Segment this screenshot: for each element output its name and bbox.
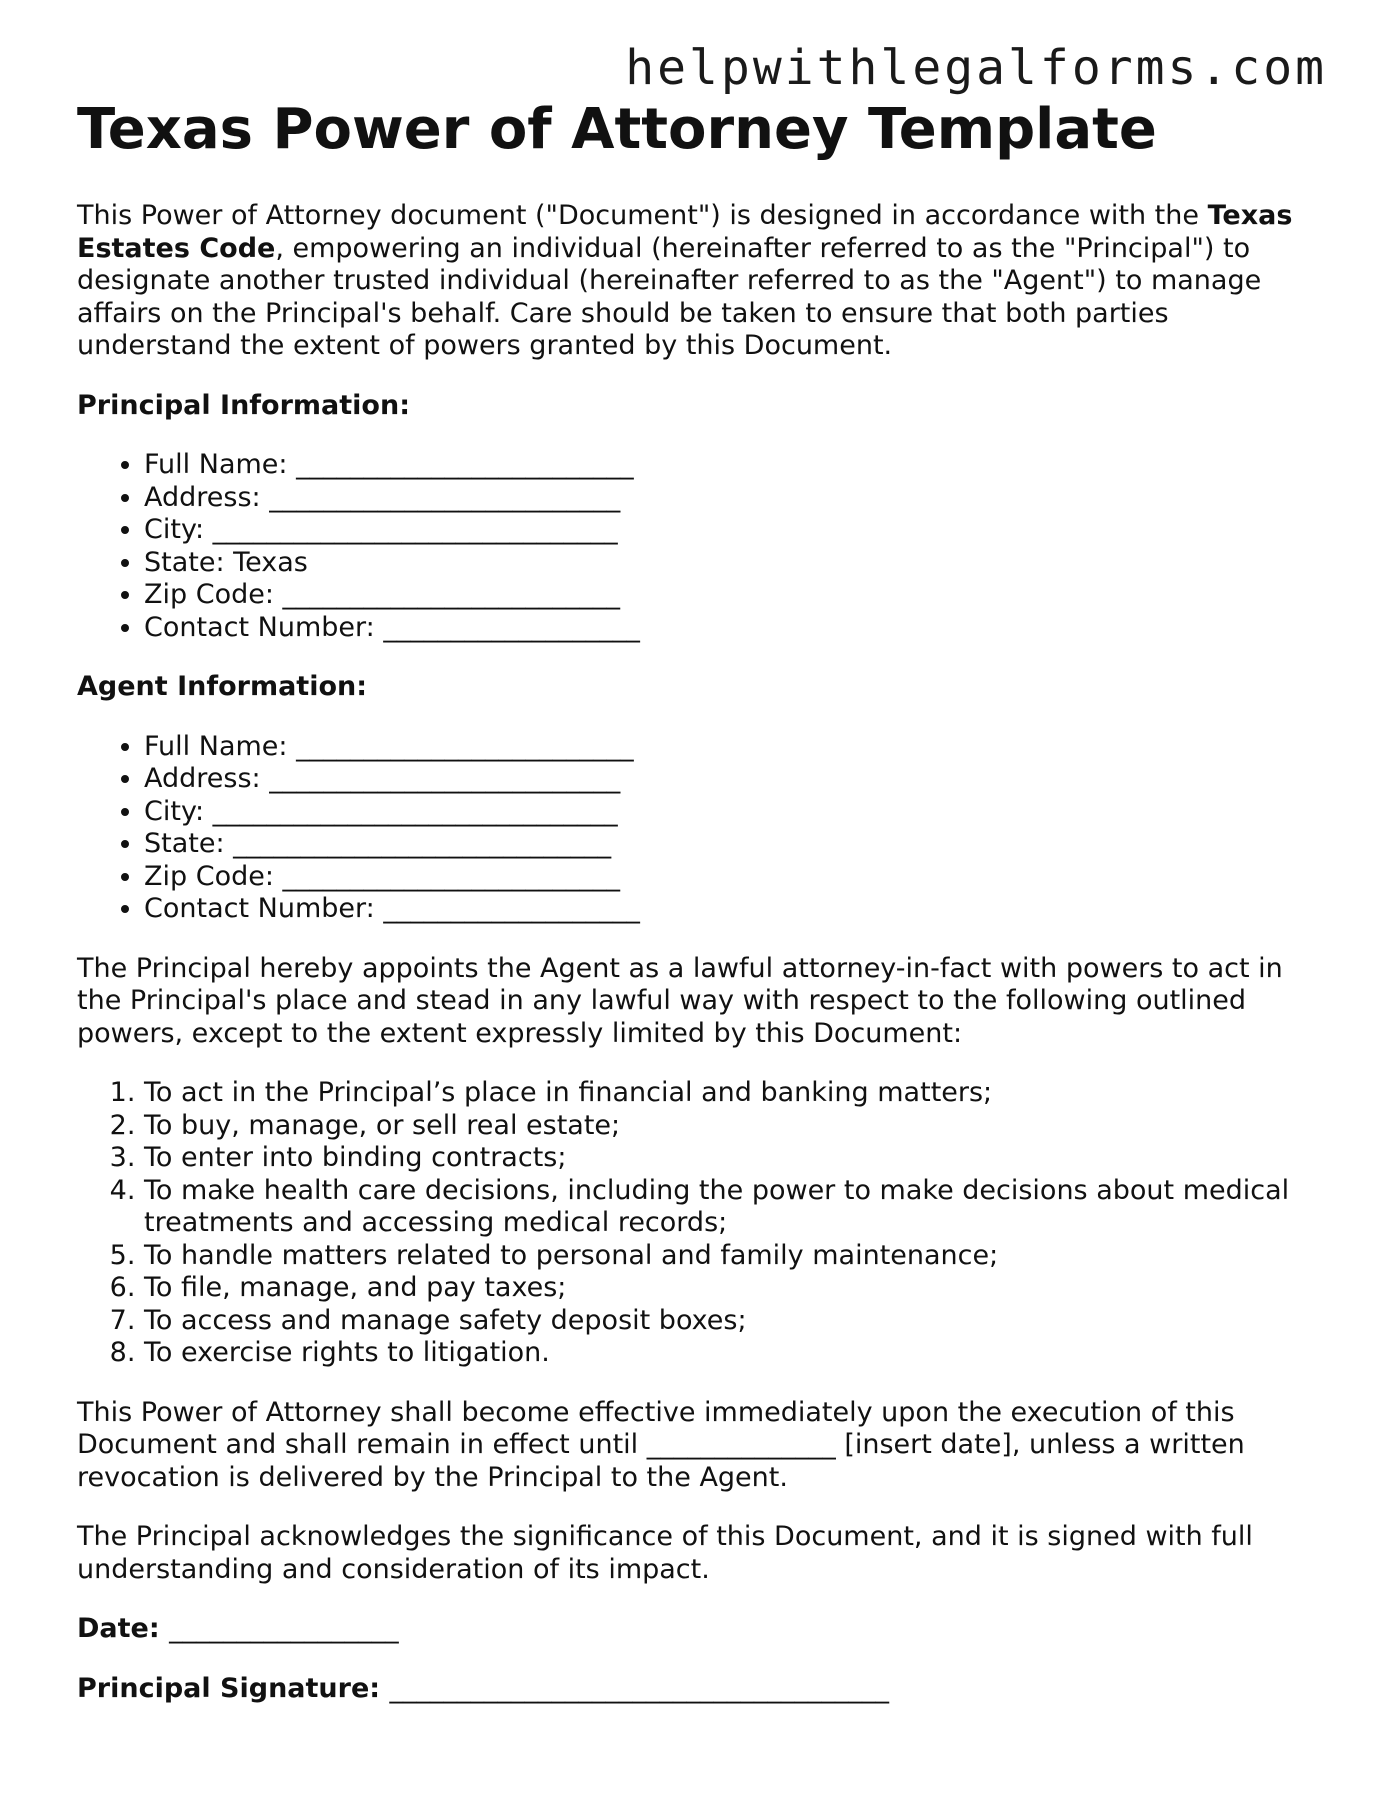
principal-fields [77, 449, 1327, 644]
agent-contact-field[interactable]: ___________________ [383, 893, 640, 924]
principal-city: • City: ______________________________ [144, 514, 1327, 547]
signature-field[interactable]: _____________________________________ [389, 1672, 889, 1704]
agent-zip: • Zip Code: _________________________ [144, 861, 1327, 894]
principal-city-field[interactable]: ______________________________ [212, 514, 618, 545]
date-line [77, 1613, 1327, 1646]
agent-contact: • Contact Number: ___________________ [144, 893, 1327, 926]
agent-address: • Address: __________________________ [144, 763, 1327, 796]
acknowledgement-paragraph: The Principal acknowledges the significance of this Document, and it is signed with full understanding and consideration of its impact. [77, 1521, 1253, 1585]
power-item: 3. To enter into binding contracts; [144, 1142, 1327, 1175]
intro-paragraph [77, 200, 1327, 363]
power-item: 4. To make health care decisions, including the power to make decisions about medical treatments and accessing medical records; [144, 1175, 1327, 1240]
agent-full-name: • Full Name: _________________________ [144, 731, 1327, 764]
principal-contact-field[interactable]: ___________________ [383, 611, 640, 643]
agent-fields [77, 731, 1327, 926]
watermark: helpwithlegalforms.com [625, 40, 1327, 96]
principal-state-value: Texas [233, 546, 308, 578]
signature-label: Principal Signature: [77, 1672, 381, 1704]
power-item: 1. To act in the Principal’s place in financial and banking matters; [144, 1077, 1327, 1110]
document-body [77, 200, 1327, 1732]
power-item: 7. To access and manage safety deposit boxes; [144, 1305, 1327, 1338]
principal-full-name-field[interactable]: _________________________ [296, 449, 634, 480]
power-item: 6. To file, manage, and pay taxes; [144, 1272, 1327, 1305]
signature-line [77, 1673, 1327, 1706]
agent-state: • State: ____________________________ [144, 828, 1327, 861]
principal-address-field[interactable]: __________________________ [269, 481, 621, 513]
agent-zip-field[interactable]: _________________________ [282, 860, 621, 892]
principal-full-name: • Full Name: _________________________ [144, 449, 1327, 482]
intro-text-1: This Power of Attorney document ("Document") is designed in accordance with the [77, 200, 1208, 231]
date-label: Date: [77, 1613, 160, 1644]
agent-heading: Agent Information: [77, 671, 368, 702]
principal-address: • Address: __________________________ [144, 482, 1327, 515]
intro-text-2: , empowering an individual (hereinafter referred to as the "Principal") to designate another trusted individual (hereinafter referred to as the "Agent") to manage affairs on the Principal's behalf. Care should be taken to ensure that both parties understand the extent of powers granted by this Document. [77, 232, 1262, 361]
agent-city-field[interactable]: ______________________________ [212, 795, 618, 827]
appointment-paragraph: The Principal hereby appoints the Agent as a lawful attorney-in-fact with powers to act in the Principal's place and stead in any lawful way with respect to the following outlined powers, except to the extent expressly limited by this Document: [77, 952, 1283, 1049]
page-title: Texas Power of Attorney Template [77, 97, 1157, 162]
principal-zip-field[interactable]: _________________________ [282, 579, 621, 610]
intro-bold: Texas Estates Code [77, 200, 1293, 264]
effective-paragraph: This Power of Attorney shall become effective immediately upon the execution of this Document and shall remain in effect until ______________ [insert date], unless a written revocation is delivered by the Principal to the Agent. [77, 1396, 1245, 1493]
date-field[interactable]: _________________ [169, 1613, 399, 1644]
principal-heading: Principal Information: [77, 389, 411, 421]
agent-city: • City: ______________________________ [144, 796, 1327, 829]
power-item: 5. To handle matters related to personal and family maintenance; [144, 1240, 1327, 1273]
principal-zip: • Zip Code: _________________________ [144, 579, 1327, 612]
agent-state-field[interactable]: ____________________________ [233, 828, 612, 859]
principal-state: • State: Texas [144, 547, 1327, 580]
principal-contact: • Contact Number: ___________________ [144, 612, 1327, 645]
power-item: 2. To buy, manage, or sell real estate; [144, 1110, 1327, 1143]
power-item: 8. To exercise rights to litigation. [144, 1337, 1327, 1370]
agent-address-field[interactable]: __________________________ [269, 763, 621, 794]
powers-list [77, 1077, 1327, 1370]
agent-full-name-field[interactable]: _________________________ [296, 730, 634, 762]
